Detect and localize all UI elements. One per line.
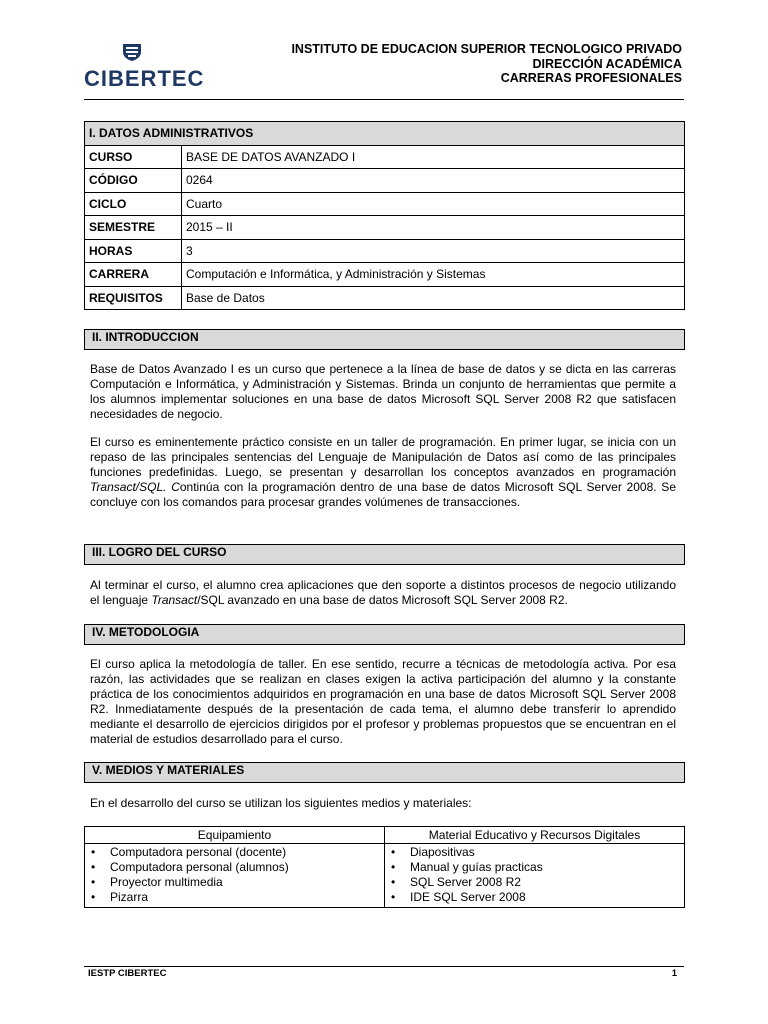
cibertec-logo	[84, 42, 205, 98]
professional-careers: CARRERAS PROFESIONALES	[500, 71, 682, 85]
table-row	[85, 216, 685, 240]
page-number: 1	[671, 968, 677, 979]
list-item: • SQL Server 2008 R2	[385, 875, 684, 890]
row-value: Base de Datos	[182, 286, 685, 310]
footer-divider	[84, 966, 684, 967]
intro-p2-end: ontinúa con la programación dentro de una base de datos Microsoft SQL Server 2008. Se concluye con los comandos para procesar grandes volúmenes de transacciones.	[90, 480, 676, 509]
logro-p-end: /SQL avanzado en una base de datos Microsoft SQL Server 2008 R2.	[197, 593, 568, 607]
table-row	[85, 286, 685, 310]
materials-table	[84, 826, 685, 908]
institution-name: INSTITUTO DE EDUCACION SUPERIOR TECNOLOGICO PRIVADO	[291, 42, 682, 56]
list-item: • Pizarra	[85, 890, 384, 905]
medios-section-title: V. MEDIOS Y MATERIALES	[84, 762, 685, 783]
table-row	[85, 239, 685, 263]
intro-p2-emphasis: Transact/SQL. C	[90, 480, 180, 494]
equipment-cell	[85, 844, 385, 908]
metodologia-paragraph: El curso aplica la metodología de taller. En ese sentido, recurre a técnicas de metodología activa. Por esa razón, las actividades que se realizan en clases exigen la activa participación del alumno y la constante práctica de los conocimientos adquiridos en programación en una base de datos Microsoft SQL Server 2008 R2. Inmediatamente después de la presentación de cada tema, el alumno debe transferir lo aprendido mediante el desarrollo de ejercicios dirigidos por el profesor y problemas propuestos que se encuentran en el material de estudios desarrollado para el curso.	[90, 657, 676, 746]
academic-direction: DIRECCIÓN ACADÉMICA	[532, 56, 682, 71]
row-label: CICLO	[85, 192, 182, 216]
equipment-header: Equipamiento	[85, 827, 385, 844]
row-label: CURSO	[85, 145, 182, 169]
logro-p-start: Al terminar el curso, el alumno crea aplicaciones que den soporte a distintos procesos de negocio utilizando el lenguaje	[90, 578, 676, 607]
row-value: Cuarto	[182, 192, 685, 216]
row-value: BASE DE DATOS AVANZADO I	[182, 145, 685, 169]
table-row	[85, 192, 685, 216]
table-row	[85, 169, 685, 193]
admin-section-title: I. DATOS ADMINISTRATIVOS	[85, 122, 685, 146]
shield-icon	[121, 42, 143, 62]
row-label: CARRERA	[85, 263, 182, 287]
materials-list	[385, 845, 684, 905]
logo-text: CIBERTEC	[84, 66, 205, 91]
list-item: • Manual y guías practicas	[385, 860, 684, 875]
materials-header: Material Educativo y Recursos Digitales	[385, 827, 685, 844]
row-label: REQUISITOS	[85, 286, 182, 310]
intro-section-title: II. INTRODUCCION	[84, 329, 685, 350]
row-label: CÓDIGO	[85, 169, 182, 193]
list-item: • Diapositivas	[385, 845, 684, 860]
list-item: • Computadora personal (alumnos)	[85, 860, 384, 875]
intro-paragraph-2	[90, 435, 676, 510]
institution-header	[291, 42, 682, 86]
table-row	[85, 145, 685, 169]
list-item: • IDE SQL Server 2008	[385, 890, 684, 905]
row-value: Computación e Informática, y Administración y Sistemas	[182, 263, 685, 287]
row-value: 0264	[182, 169, 685, 193]
logro-paragraph	[90, 578, 676, 608]
list-item: • Computadora personal (docente)	[85, 845, 384, 860]
intro-p2-start: El curso es eminentemente práctico consiste en un taller de programación. En primer lugar, se inicia con un repaso de las principales sentencias del Lenguaje de Manipulación de Datos así como de las principales funciones predefinidas. Luego, se presentan y desarrollan los conceptos avanzados en programación	[90, 435, 676, 479]
row-label: SEMESTRE	[85, 216, 182, 240]
admin-data-table	[84, 121, 685, 310]
metodologia-section-title: IV. METODOLOGIA	[84, 624, 685, 645]
row-value: 2015 – II	[182, 216, 685, 240]
row-value: 3	[182, 239, 685, 263]
medios-intro: En el desarrollo del curso se utilizan los siguientes medios y materiales:	[90, 796, 472, 810]
list-item: • Proyector multimedia	[85, 875, 384, 890]
row-label: HORAS	[85, 239, 182, 263]
table-row	[85, 263, 685, 287]
materials-cell	[385, 844, 685, 908]
logro-section-title: III. LOGRO DEL CURSO	[84, 544, 685, 565]
header-divider	[84, 99, 684, 100]
footer-institution: IESTP CIBERTEC	[88, 968, 167, 979]
intro-paragraph-1: Base de Datos Avanzado I es un curso que pertenece a la línea de base de datos y se dicta en las carreras Computación e Informática, y Administración y Sistemas. Brinda un conjunto de herramientas que permite a los alumnos implementar soluciones en una base de datos Microsoft SQL Server 2008 R2 que satisfacen necesidades de negocio.	[90, 362, 676, 421]
equipment-list	[85, 845, 384, 905]
logro-p-emphasis: Transact	[151, 593, 198, 607]
